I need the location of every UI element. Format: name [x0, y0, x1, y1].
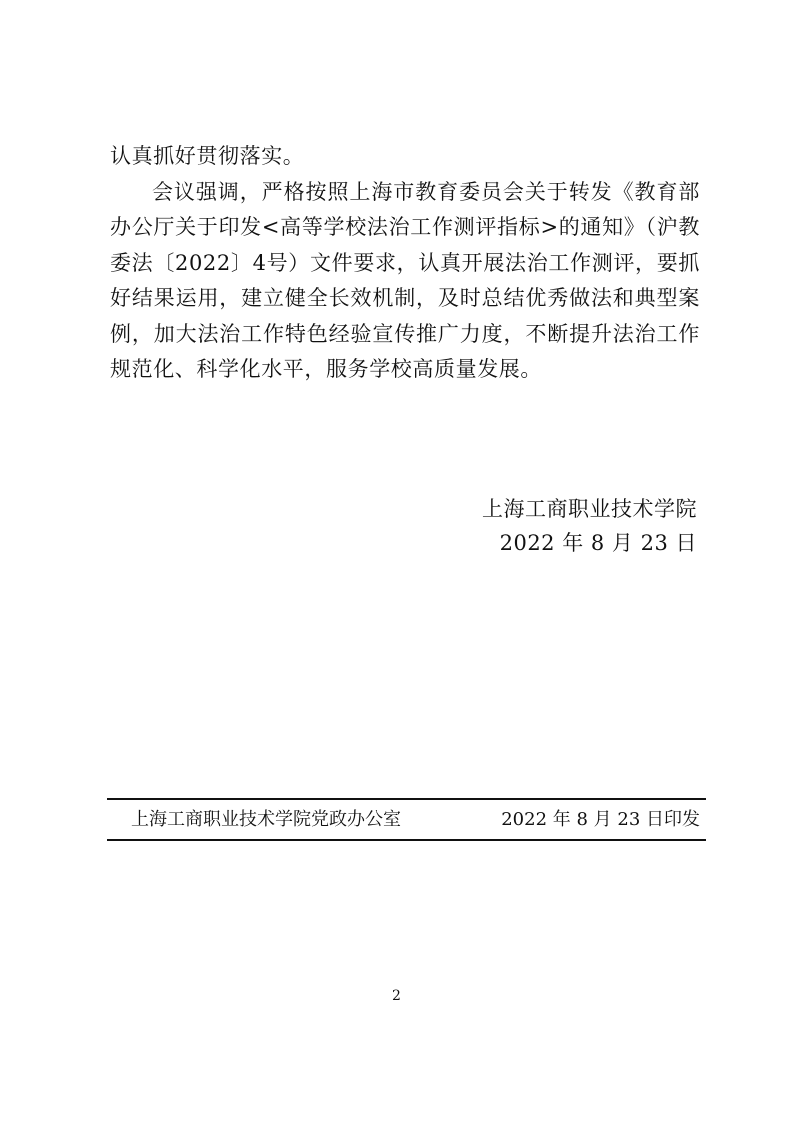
paragraph-continuation: 认真抓好贯彻落实。 [110, 144, 305, 168]
footer-issue-date: 2022 年 8 月 23 日印发 [501, 809, 700, 830]
signature-block [482, 492, 697, 560]
paragraph-meeting-emphasis: 会议强调，严格按照上海市教育委员会关于转发《教育部办公厅关于印发<高等学校法治工作测评指标>的通知》（沪教委法〔2022〕4号）文件要求，认真开展法治工作测评，要抓好结果运用，建立健全长效机制，及时总结优秀做法和典型案例，加大法治工作特色经验宣传推广力度，不断提升法治工作规范化、科学化水平，服务学校高质量发展。 [110, 179, 700, 381]
footer-bottom-rule [107, 839, 706, 841]
signature-organization: 上海工商职业技术学院 [482, 497, 697, 521]
footer-issuing-office: 上海工商职业技术学院党政办公室 [131, 809, 401, 830]
body-text [110, 139, 700, 388]
issuance-footer [107, 798, 706, 842]
signature-date: 2022 年 8 月 23 日 [499, 531, 697, 555]
footer-top-rule [107, 798, 706, 800]
page-number: 2 [392, 988, 401, 1004]
